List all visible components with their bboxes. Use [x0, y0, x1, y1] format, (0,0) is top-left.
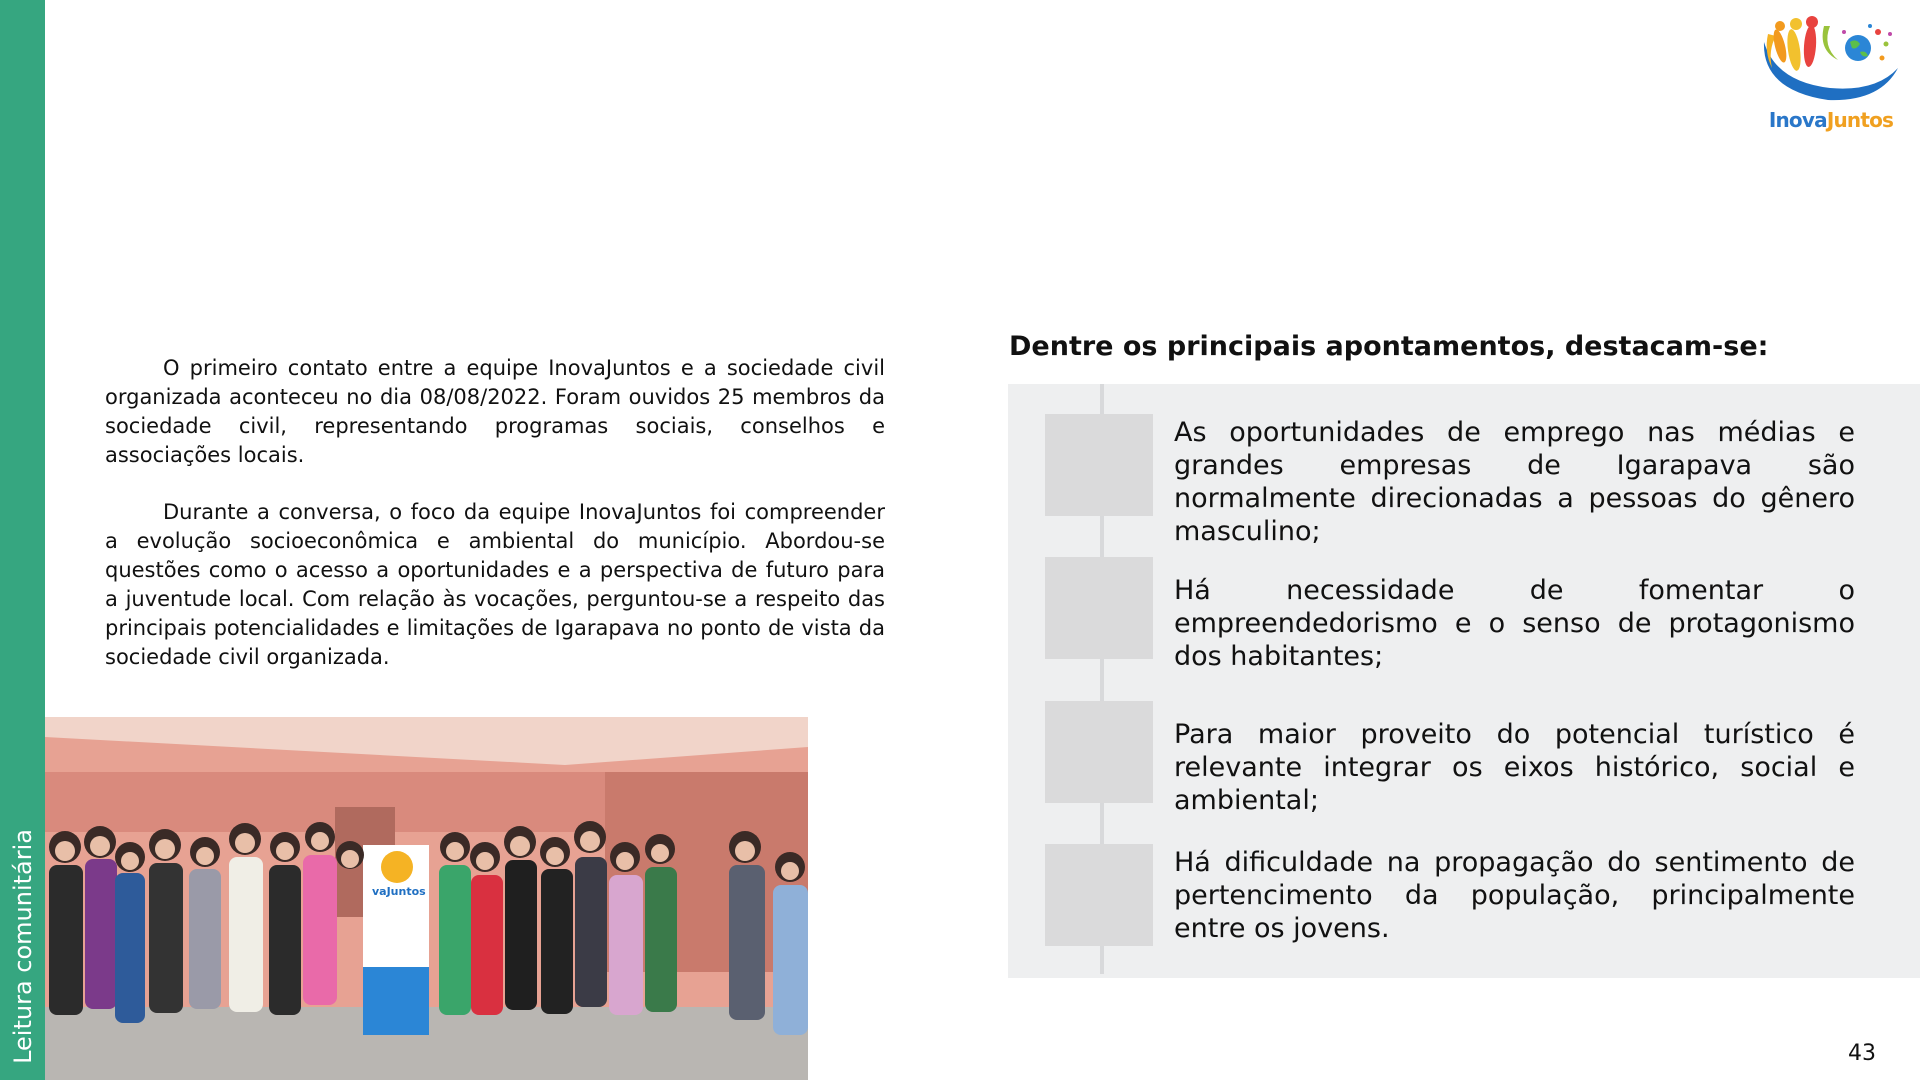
logo-emblem	[1758, 12, 1904, 112]
intro-text	[105, 354, 885, 700]
sidebar	[0, 0, 45, 1080]
svg-text:vaJuntos: vaJuntos	[372, 885, 426, 898]
inovajuntos-logo	[1758, 12, 1904, 136]
highlight-item-3: Para maior proveito do potencial turístico é relevante integrar os eixos histórico, social e ambiental;	[1174, 719, 1855, 816]
highlights-panel	[1008, 384, 1920, 978]
highlight-item-2: Há necessidade de fomentar o empreendedorismo e o senso de protagonismo dos habitantes;	[1174, 575, 1855, 672]
page-number: 43	[1848, 1041, 1876, 1066]
highlight-item-1: As oportunidades de emprego nas médias e grandes empresas de Igarapava são normalmente direcionadas a pessoas do gênero masculino;	[1174, 417, 1855, 547]
intro-paragraph-2: Durante a conversa, o foco da equipe InovaJuntos foi compreender a evolução socioeconômica e ambiental do município. Abordou-se questões como o acesso a oportunidades e a perspectiva de futuro para a juventude local. Com relação às vocações, perguntou-se a respeito das principais potencialidades e limitações de Igarapava no ponto de vista da sociedade civil organizada.	[105, 500, 885, 669]
group-photo	[45, 717, 808, 1080]
highlight-item-4: Há dificuldade na propagação do sentimento de pertencimento da população, principalmente entre os jovens.	[1174, 847, 1855, 944]
section-label: Leitura comunitária	[9, 829, 37, 1064]
item-marker-1	[1045, 414, 1153, 516]
item-marker-4	[1045, 844, 1153, 946]
item-marker-3	[1045, 701, 1153, 803]
intro-paragraph-1: O primeiro contato entre a equipe InovaJuntos e a sociedade civil organizada aconteceu no dia 08/08/2022. Foram ouvidos 25 membros da sociedade civil, representando programas sociais, conselhos e associações locais.	[105, 356, 885, 467]
item-marker-2	[1045, 557, 1153, 659]
logo-wordmark: InovaJuntos	[1768, 108, 1894, 132]
highlights-heading: Dentre os principais apontamentos, destacam-se:	[1009, 331, 1769, 362]
